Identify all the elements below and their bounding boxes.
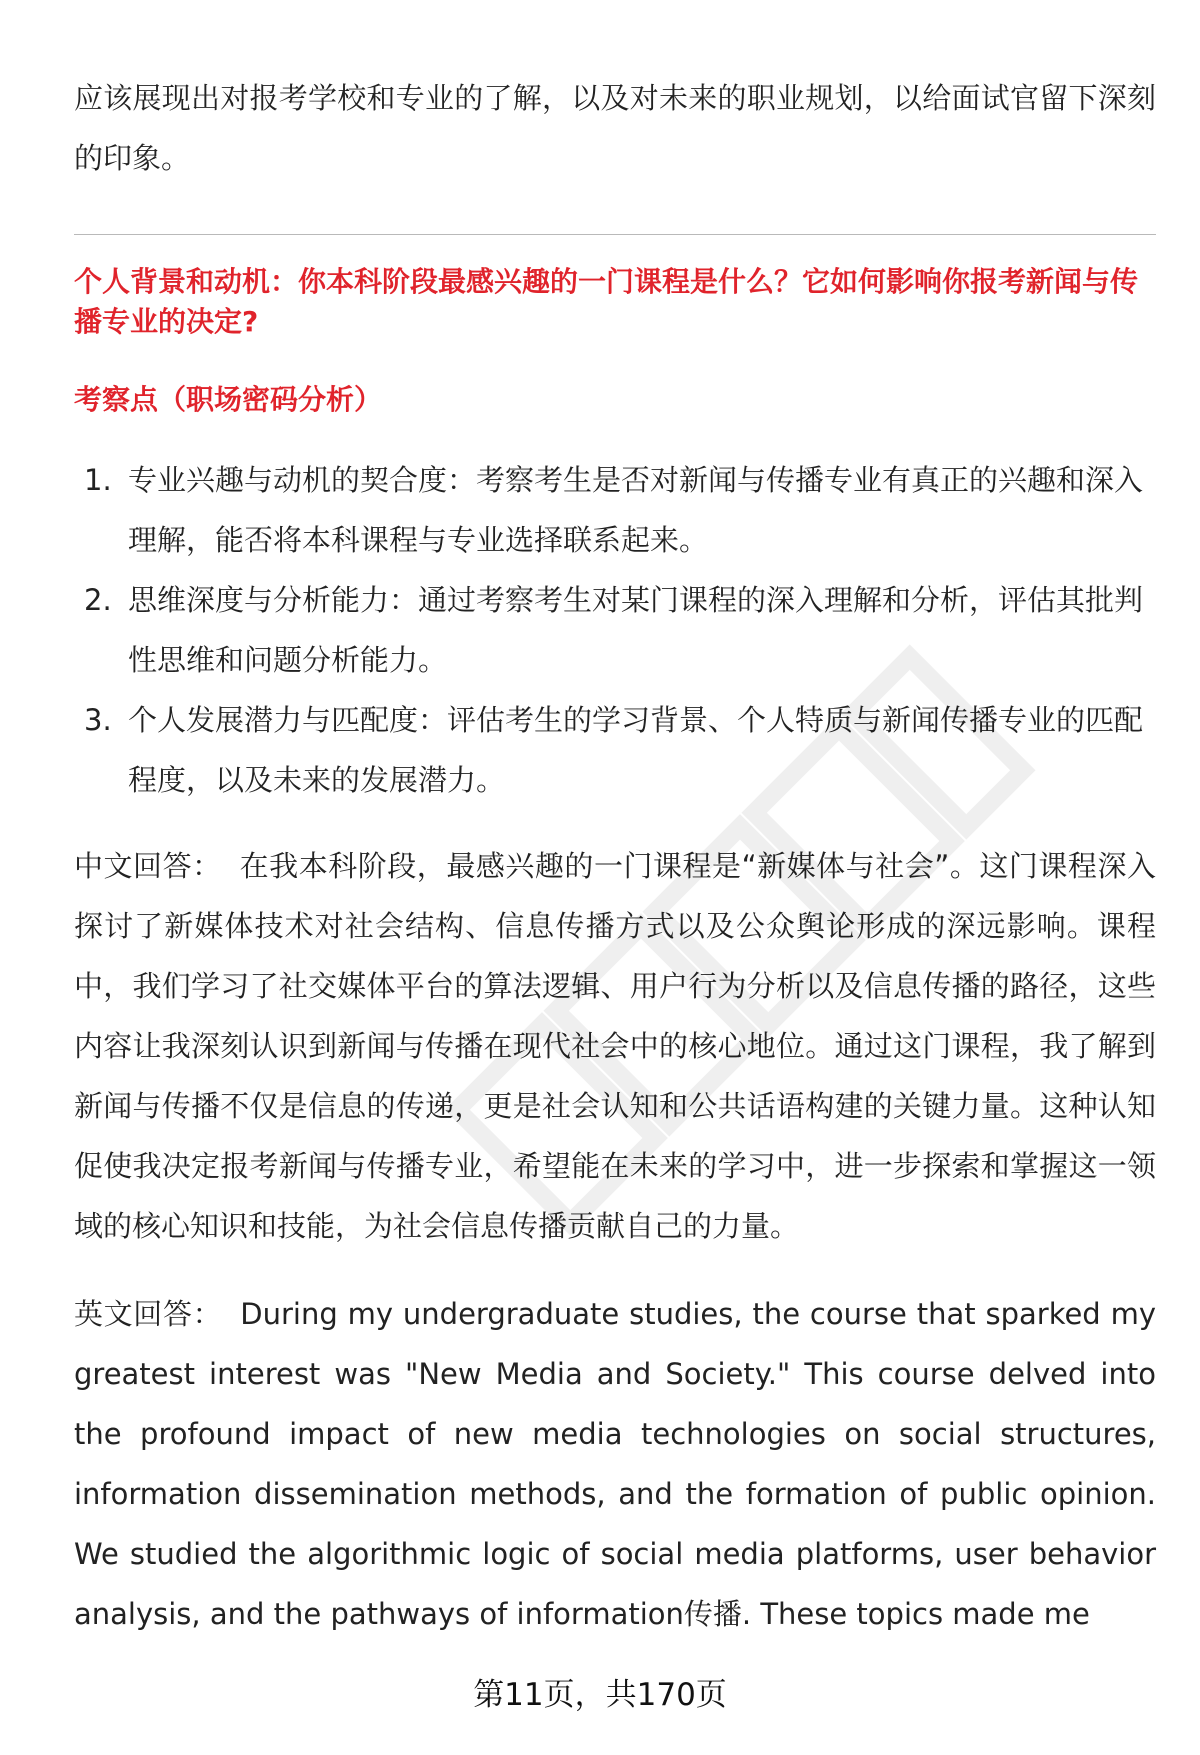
exam-point-item — [74, 690, 1156, 810]
exam-point-text: 个人发展潜力与匹配度：评估考生的学习背景、个人特质与新闻传播专业的匹配程度，以及未来的发展潜力。 — [128, 703, 1144, 797]
english-answer-paragraph — [74, 1284, 1156, 1644]
exam-point-number: 1. — [84, 463, 112, 497]
exam-point-text: 思维深度与分析能力：通过考察考生对某门课程的深入理解和分析，评估其批判性思维和问题分析能力。 — [128, 583, 1144, 677]
question-heading: 个人背景和动机：你本科阶段最感兴趣的一门课程是什么？它如何影响你报考新闻与传播专业的决定? — [74, 265, 1139, 338]
exam-point-number: 3. — [84, 703, 112, 737]
chinese-answer-label: 中文回答： — [74, 849, 222, 883]
exam-points-title: 考察点（职场密码分析） — [74, 383, 383, 416]
document-page — [74, 0, 1156, 1755]
chinese-answer-paragraph — [74, 836, 1156, 1256]
page-footer: 第11页，共170页 — [473, 1677, 727, 1713]
section-divider — [74, 234, 1156, 235]
exam-point-item — [74, 570, 1156, 690]
exam-point-text: 专业兴趣与动机的契合度：考察考生是否对新闻与传播专业有真正的兴趣和深入理解，能否将本科课程与专业选择联系起来。 — [128, 463, 1144, 557]
english-answer-text: During my undergraduate studies, the course that sparked my greatest interest was "New Media and Society." This course delved into the profound impact of new media technologies on social structures, information dissemination methods, and the formation of public opinion. We studied the algorithmic logic of social media platforms, user behavior analysis, and the pathways of information传播. These topics made me — [74, 1297, 1156, 1631]
exam-point-number: 2. — [84, 583, 112, 617]
english-answer-label: 英文回答： — [74, 1297, 223, 1331]
exam-point-item — [74, 450, 1156, 570]
exam-points-list — [74, 450, 1156, 810]
chinese-answer-text: 在我本科阶段，最感兴趣的一门课程是“新媒体与社会”。这门课程深入探讨了新媒体技术对社会结构、信息传播方式以及公众舆论形成的深远影响。课程中，我们学习了社交媒体平台的算法逻辑、用户行为分析以及信息传播的路径，这些内容让我深刻认识到新闻与传播在现代社会中的核心地位。通过这门课程，我了解到新闻与传播不仅是信息的传递，更是社会认知和公共话语构建的关键力量。这种认知促使我决定报考新闻与传播专业，希望能在未来的学习中，进一步探索和掌握这一领域的核心知识和技能，为社会信息传播贡献自己的力量。 — [74, 849, 1156, 1243]
intro-paragraph: 应该展现出对报考学校和专业的了解，以及对未来的职业规划，以给面试官留下深刻的印象。 — [74, 81, 1156, 175]
